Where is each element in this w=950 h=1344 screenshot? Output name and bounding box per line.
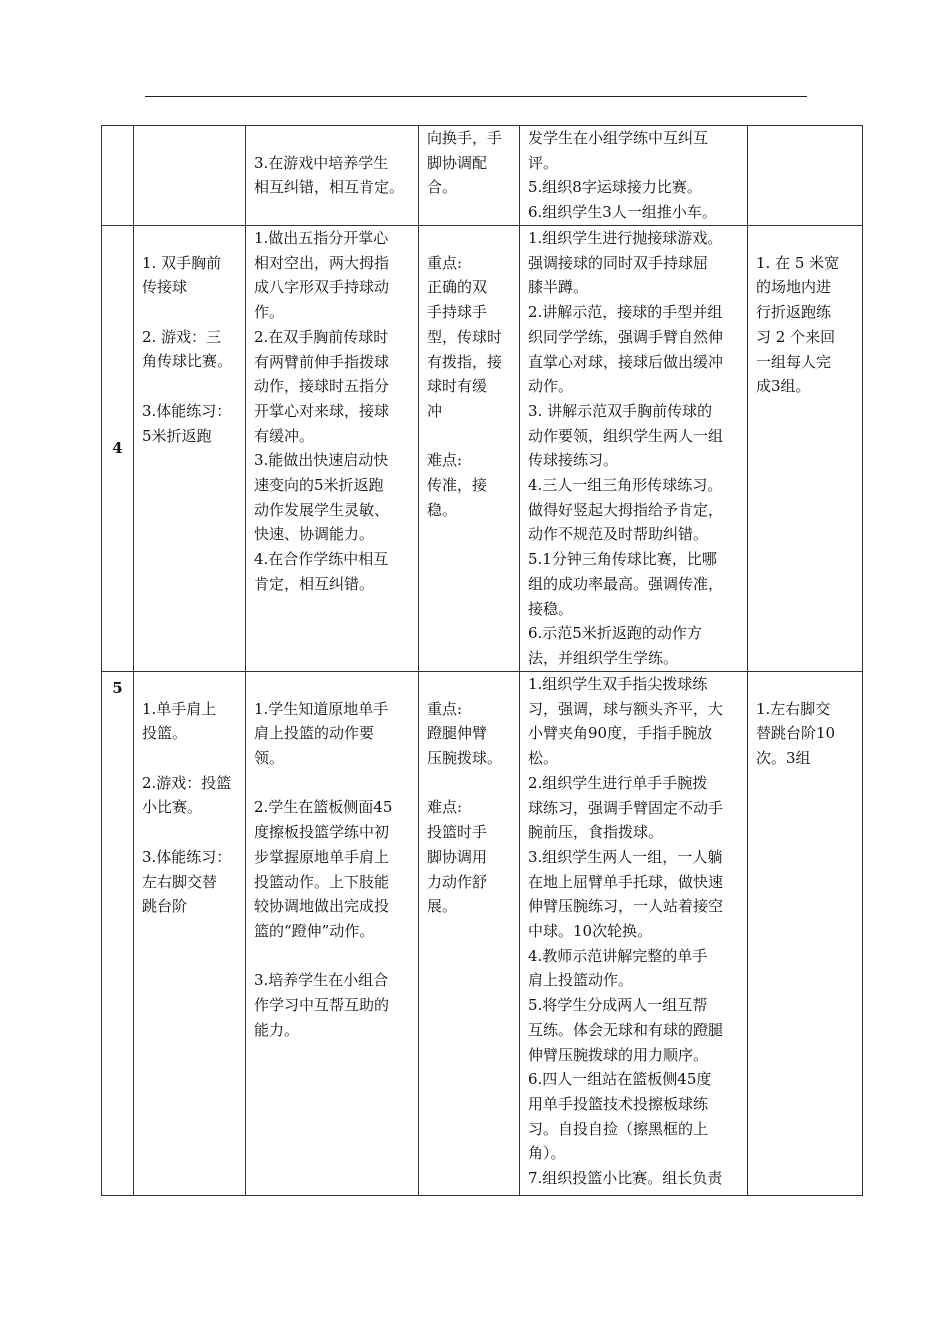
cell-line: 互练。体会无球和有球的蹬腿 bbox=[528, 1020, 724, 1039]
cell-line: 的场地内进 bbox=[756, 278, 832, 297]
cell-line: 1.学生知道原地单手 bbox=[254, 699, 389, 718]
cell-line: 发学生在小组学练中互纠互 bbox=[528, 129, 709, 147]
cell-line bbox=[142, 672, 237, 697]
cell-line: 3.体能练习： bbox=[142, 847, 232, 866]
cell-line: 领。 bbox=[254, 749, 285, 768]
cell-line: 6.组织学生3人一组推小车。 bbox=[528, 203, 717, 222]
cell-line: 2.学生在篮板侧面45 bbox=[254, 798, 393, 817]
cell-line: 法，并组织学生学练。 bbox=[528, 648, 679, 667]
lesson-number: 4 bbox=[112, 439, 123, 458]
cell-line: 3. 讲解示范双手胸前传球的 bbox=[528, 401, 713, 420]
cell-line: 重点: bbox=[427, 253, 463, 272]
cell-line bbox=[254, 672, 410, 697]
cell-line: 习 2 个来回 bbox=[756, 327, 836, 346]
cell-line: 1.左右脚交 bbox=[756, 699, 831, 718]
practice-cell bbox=[748, 226, 863, 672]
objectives-cell bbox=[246, 226, 419, 672]
methods-cell bbox=[520, 672, 748, 1196]
cell-line: 腕前压，食指拨球。 bbox=[528, 823, 664, 842]
cell-line: 3.体能练习： bbox=[142, 401, 232, 420]
cell-line: 习。自投自捡（擦黑框的上 bbox=[528, 1119, 709, 1138]
cell-line: 直掌心对球，接球后做出缓冲 bbox=[528, 352, 724, 371]
cell-line bbox=[427, 226, 511, 251]
cell-line: 相对空出，两大拇指 bbox=[254, 253, 390, 272]
cell-line: 接稳。 bbox=[528, 599, 574, 618]
cell-line: 篮的“蹬伸”动作。 bbox=[254, 922, 375, 940]
cell-line: 5.将学生分成两人一组互帮 bbox=[528, 996, 708, 1015]
cell-line: 2.游戏：投篮 bbox=[142, 773, 232, 792]
table-row bbox=[102, 226, 863, 672]
cell-line: 4.在合作学练中相互 bbox=[254, 550, 389, 569]
objectives-cell bbox=[246, 672, 419, 1196]
cell-line: 3.在游戏中培养学生 bbox=[254, 153, 389, 172]
cell-line: 力动作舒 bbox=[427, 872, 488, 891]
cell-line: 合。 bbox=[427, 178, 458, 197]
cell-line: 角）。 bbox=[528, 1144, 566, 1163]
cell-line: 球练习，强调手臂固定不动手 bbox=[528, 798, 724, 817]
content-cell bbox=[134, 126, 246, 226]
cell-line: 作学习中互帮互助的 bbox=[254, 996, 390, 1015]
content-cell bbox=[134, 226, 246, 672]
lesson-number-cell bbox=[102, 126, 134, 226]
cell-line: 小臂夹角90度，手指手腕放 bbox=[528, 724, 713, 743]
cell-line: 1.组织学生进行抛接球游戏。 bbox=[528, 229, 723, 247]
cell-line: 有两臂前伸手指拨球 bbox=[254, 352, 390, 371]
cell-line: 动作发展学生灵敏、 bbox=[254, 500, 390, 519]
cell-line: 传球接练习。 bbox=[528, 451, 619, 470]
cell-line: 6.四人一组站在篮板侧45度 bbox=[528, 1070, 712, 1089]
cell-line: 动作不规范及时帮助纠错。 bbox=[528, 525, 709, 544]
lesson-number: 5 bbox=[112, 679, 123, 697]
cell-line: 投篮。 bbox=[142, 724, 188, 743]
practice-cell bbox=[748, 126, 863, 226]
cell-line: 角传球比赛。 bbox=[142, 352, 233, 371]
keypoints-cell bbox=[419, 226, 520, 672]
cell-line: 中球。10次轮换。 bbox=[528, 922, 653, 941]
cell-line: 步掌握原地单手肩上 bbox=[254, 847, 390, 866]
cell-line: 膝半蹲。 bbox=[528, 278, 589, 297]
cell-line: 4.教师示范讲解完整的单手 bbox=[528, 946, 708, 965]
cell-line: 投篮动作。上下肢能 bbox=[254, 872, 390, 891]
cell-line: 在地上屈臂单手托球，做快速 bbox=[528, 872, 724, 891]
cell-line bbox=[756, 672, 854, 697]
cell-line: 7.组织投篮小比赛。组长负责 bbox=[528, 1169, 723, 1188]
cell-line: 小比赛。 bbox=[142, 798, 203, 817]
cell-line bbox=[427, 771, 511, 796]
cell-line: 织同学学练，强调手臂自然伸 bbox=[528, 327, 724, 346]
cell-line: 1.做出五指分开掌心 bbox=[254, 229, 389, 247]
cell-line: 投篮时手 bbox=[427, 823, 488, 842]
cell-line: 作。 bbox=[254, 303, 285, 322]
cell-line: 有拨指，接 bbox=[427, 352, 503, 371]
cell-line: 肩上投篮动作。 bbox=[528, 971, 634, 990]
cell-line bbox=[142, 226, 237, 251]
cell-line: 一组每人完 bbox=[756, 352, 832, 371]
cell-line: 动作要领，组织学生两人一组 bbox=[528, 426, 724, 445]
cell-line: 传接球 bbox=[142, 278, 188, 297]
cell-line: 松。 bbox=[528, 749, 559, 768]
cell-line: 4.三人一组三角形传球练习。 bbox=[528, 476, 723, 495]
cell-line: 难点: bbox=[427, 798, 463, 817]
keypoints-cell bbox=[419, 126, 520, 226]
cell-line: 2.讲解示范，接球的手型并组 bbox=[528, 303, 723, 322]
practice-cell bbox=[748, 672, 863, 1196]
cell-line: 1. 双手胸前 bbox=[142, 253, 222, 272]
cell-line: 压腕拨球。 bbox=[427, 749, 503, 768]
cell-line bbox=[427, 424, 511, 449]
content-cell bbox=[134, 672, 246, 1196]
cell-line: 蹬腿伸臂 bbox=[427, 724, 488, 743]
cell-line: 正确的双 bbox=[427, 278, 488, 297]
cell-line: 1.单手肩上 bbox=[142, 699, 217, 718]
cell-line: 评。 bbox=[528, 153, 559, 172]
cell-line: 较协调地做出完成投 bbox=[254, 897, 390, 916]
cell-line: 脚协调配 bbox=[427, 153, 488, 172]
cell-line: 伸臂压腕练习，一人站着接空 bbox=[528, 897, 724, 916]
cell-line: 脚协调用 bbox=[427, 847, 488, 866]
cell-line: 3.能做出快速启动快 bbox=[254, 451, 389, 470]
cell-line: 5.组织8字运球接力比赛。 bbox=[528, 178, 702, 197]
cell-line: 有缓冲。 bbox=[254, 426, 315, 445]
cell-line: 成3组。 bbox=[756, 377, 811, 396]
cell-line: 传准，接 bbox=[427, 476, 488, 494]
cell-line: 肯定，相互纠错。 bbox=[254, 574, 375, 593]
cell-line bbox=[254, 771, 410, 796]
cell-line: 型，传球时 bbox=[427, 327, 503, 346]
cell-line: 度擦板投篮学练中初 bbox=[254, 823, 390, 842]
cell-line: 速变向的5米折返跑 bbox=[254, 476, 384, 495]
cell-line: 动作，接球时五指分 bbox=[254, 377, 390, 396]
cell-line: 能力。 bbox=[254, 1020, 300, 1039]
cell-line: 快速、协调能力。 bbox=[254, 525, 375, 544]
cell-line: 3.组织学生两人一组，一人躺 bbox=[528, 847, 723, 866]
cell-line bbox=[254, 126, 410, 151]
keypoints-cell bbox=[419, 672, 520, 1196]
cell-line bbox=[142, 746, 237, 771]
cell-line bbox=[142, 820, 237, 845]
methods-cell bbox=[520, 126, 748, 226]
table-row bbox=[102, 672, 863, 1196]
cell-line: 组的成功率最高。强调传准， bbox=[528, 574, 724, 593]
cell-line: 伸臂压腕拨球的用力顺序。 bbox=[528, 1045, 709, 1064]
cell-line: 强调接球的同时双手持球屈 bbox=[528, 253, 709, 272]
cell-line: 展。 bbox=[427, 897, 458, 916]
cell-line: 5米折返跑 bbox=[142, 426, 212, 445]
cell-line: 开掌心对来球，接球 bbox=[254, 401, 390, 420]
cell-line: 重点: bbox=[427, 699, 463, 718]
cell-line: 3.培养学生在小组合 bbox=[254, 971, 389, 990]
cell-line: 用单手投篮技术投擦板球练 bbox=[528, 1094, 709, 1113]
cell-line: 替跳台阶10 bbox=[756, 724, 836, 743]
cell-line: 向换手，手 bbox=[427, 129, 503, 147]
header-rule bbox=[145, 96, 807, 97]
cell-line: 稳。 bbox=[427, 500, 458, 519]
cell-line: 成八字形双手持球动 bbox=[254, 278, 390, 297]
cell-line: 行折返跑练 bbox=[756, 303, 832, 322]
cell-line: 1.组织学生双手指尖拨球练 bbox=[528, 675, 708, 693]
cell-line: 左右脚交替 bbox=[142, 872, 218, 891]
cell-line: 做得好竖起大拇指给予肯定， bbox=[528, 500, 724, 519]
cell-line: 2. 游戏：三 bbox=[142, 327, 222, 346]
cell-line: 冲 bbox=[427, 401, 443, 420]
cell-line: 2.在双手胸前传球时 bbox=[254, 327, 389, 346]
cell-line: 2.组织学生进行单手手腕拨 bbox=[528, 773, 708, 792]
cell-line: 习，强调，球与额头齐平，大 bbox=[528, 699, 724, 718]
cell-line: 相互纠错，相互肯定。 bbox=[254, 178, 405, 197]
cell-line: 手持球手 bbox=[427, 303, 488, 322]
cell-line: 肩上投篮的动作要 bbox=[254, 724, 375, 743]
methods-cell bbox=[520, 226, 748, 672]
cell-line: 动作。 bbox=[528, 377, 574, 396]
cell-line: 1. 在 5 米宽 bbox=[756, 253, 840, 272]
cell-line bbox=[142, 374, 237, 399]
cell-line: 跳台阶 bbox=[142, 897, 188, 916]
cell-line: 6.示范5米折返跑的动作方 bbox=[528, 624, 702, 643]
cell-line bbox=[142, 300, 237, 325]
cell-line: 难点: bbox=[427, 451, 463, 470]
cell-line: 球时有缓 bbox=[427, 377, 488, 396]
cell-line bbox=[756, 226, 854, 251]
objectives-cell bbox=[246, 126, 419, 226]
cell-line: 次。3组 bbox=[756, 749, 811, 768]
lesson-number-cell bbox=[102, 226, 134, 672]
lesson-number-cell bbox=[102, 672, 134, 1196]
cell-line bbox=[254, 944, 410, 969]
cell-line bbox=[427, 672, 511, 697]
table-row bbox=[102, 126, 863, 226]
cell-line: 5.1分钟三角传球比赛，比哪 bbox=[528, 550, 717, 569]
lesson-plan-table bbox=[101, 125, 863, 1196]
